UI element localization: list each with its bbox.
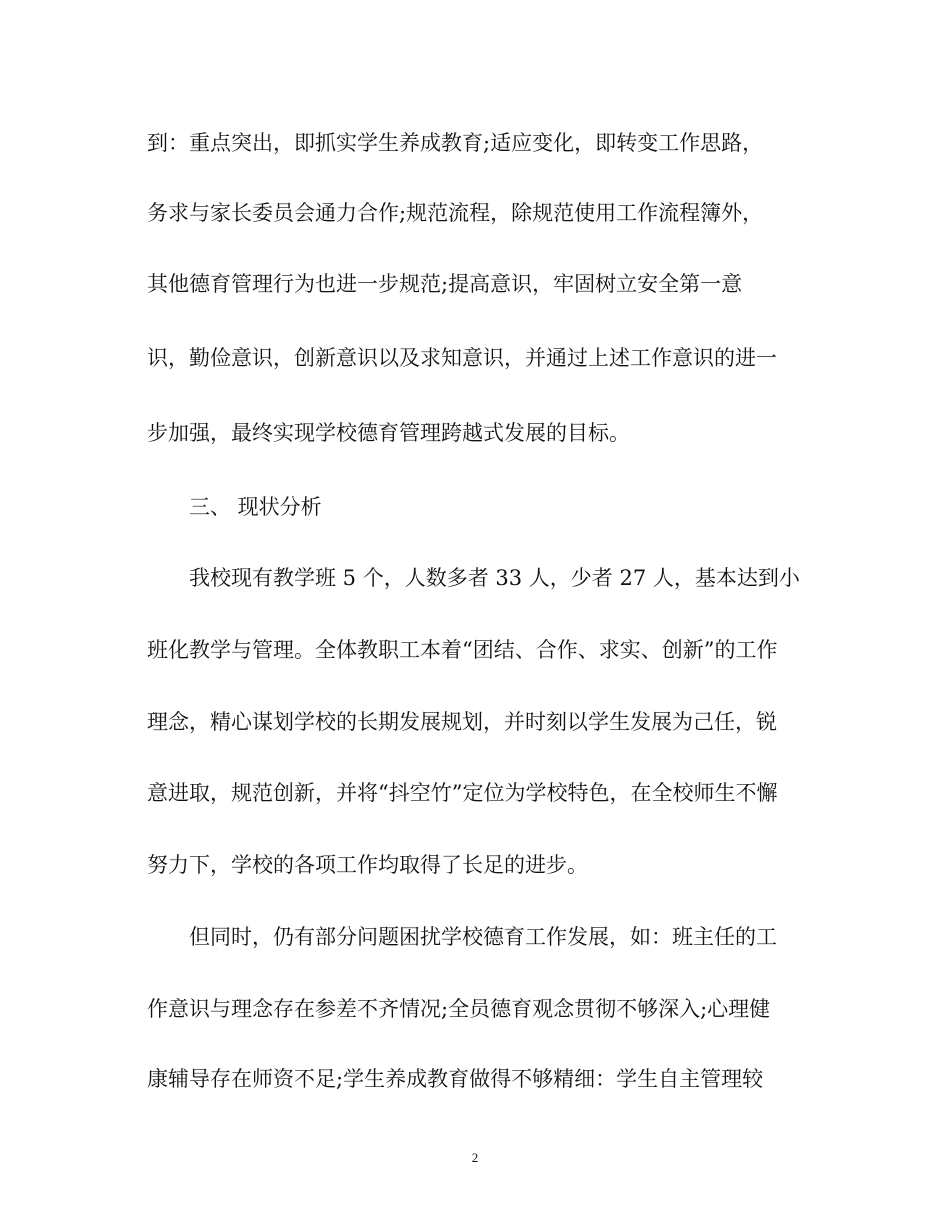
page-number: 2 [471, 1150, 479, 1165]
paragraph-line: 作意识与理念存在参差不齐情况;全员德育观念贯彻不够深入;心理健 [147, 997, 771, 1021]
paragraph-line: 识，勤俭意识，创新意识以及求知意识，并通过上述工作意识的进一 [147, 346, 777, 370]
paragraph-line: 其他德育管理行为也进一步规范;提高意识，牢固树立安全第一意 [147, 272, 743, 296]
paragraph-line: 努力下，学校的各项工作均取得了长足的进步。 [147, 853, 588, 877]
paragraph-line: 康辅导存在师资不足;学生养成教育做得不够精细：学生自主管理较 [147, 1067, 764, 1091]
paragraph-line: 意进取，规范创新，并将“抖空竹”定位为学校特色，在全校师生不懈 [147, 781, 778, 805]
paragraph-line: 务求与家长委员会通力合作;规范流程，除规范使用工作流程簿外， [147, 201, 764, 225]
section-heading: 三、 现状分析 [189, 495, 322, 519]
paragraph-line: 步加强，最终实现学校德育管理跨越式发展的目标。 [147, 421, 630, 445]
paragraph-line: 班化教学与管理。全体教职工本着“团结、合作、求实、创新”的工作 [147, 638, 778, 662]
paragraph-line: 到：重点突出，即抓实学生养成教育;适应变化，即转变工作思路， [147, 131, 764, 155]
paragraph-line: 但同时，仍有部分问题困扰学校德育工作发展，如：班主任的工 [189, 925, 777, 949]
paragraph-line: 我校现有教学班 5 个，人数多者 33 人，少者 27 人，基本达到小 [189, 566, 800, 590]
paragraph-line: 理念，精心谋划学校的长期发展规划，并时刻以学生发展为己任，锐 [147, 710, 777, 734]
